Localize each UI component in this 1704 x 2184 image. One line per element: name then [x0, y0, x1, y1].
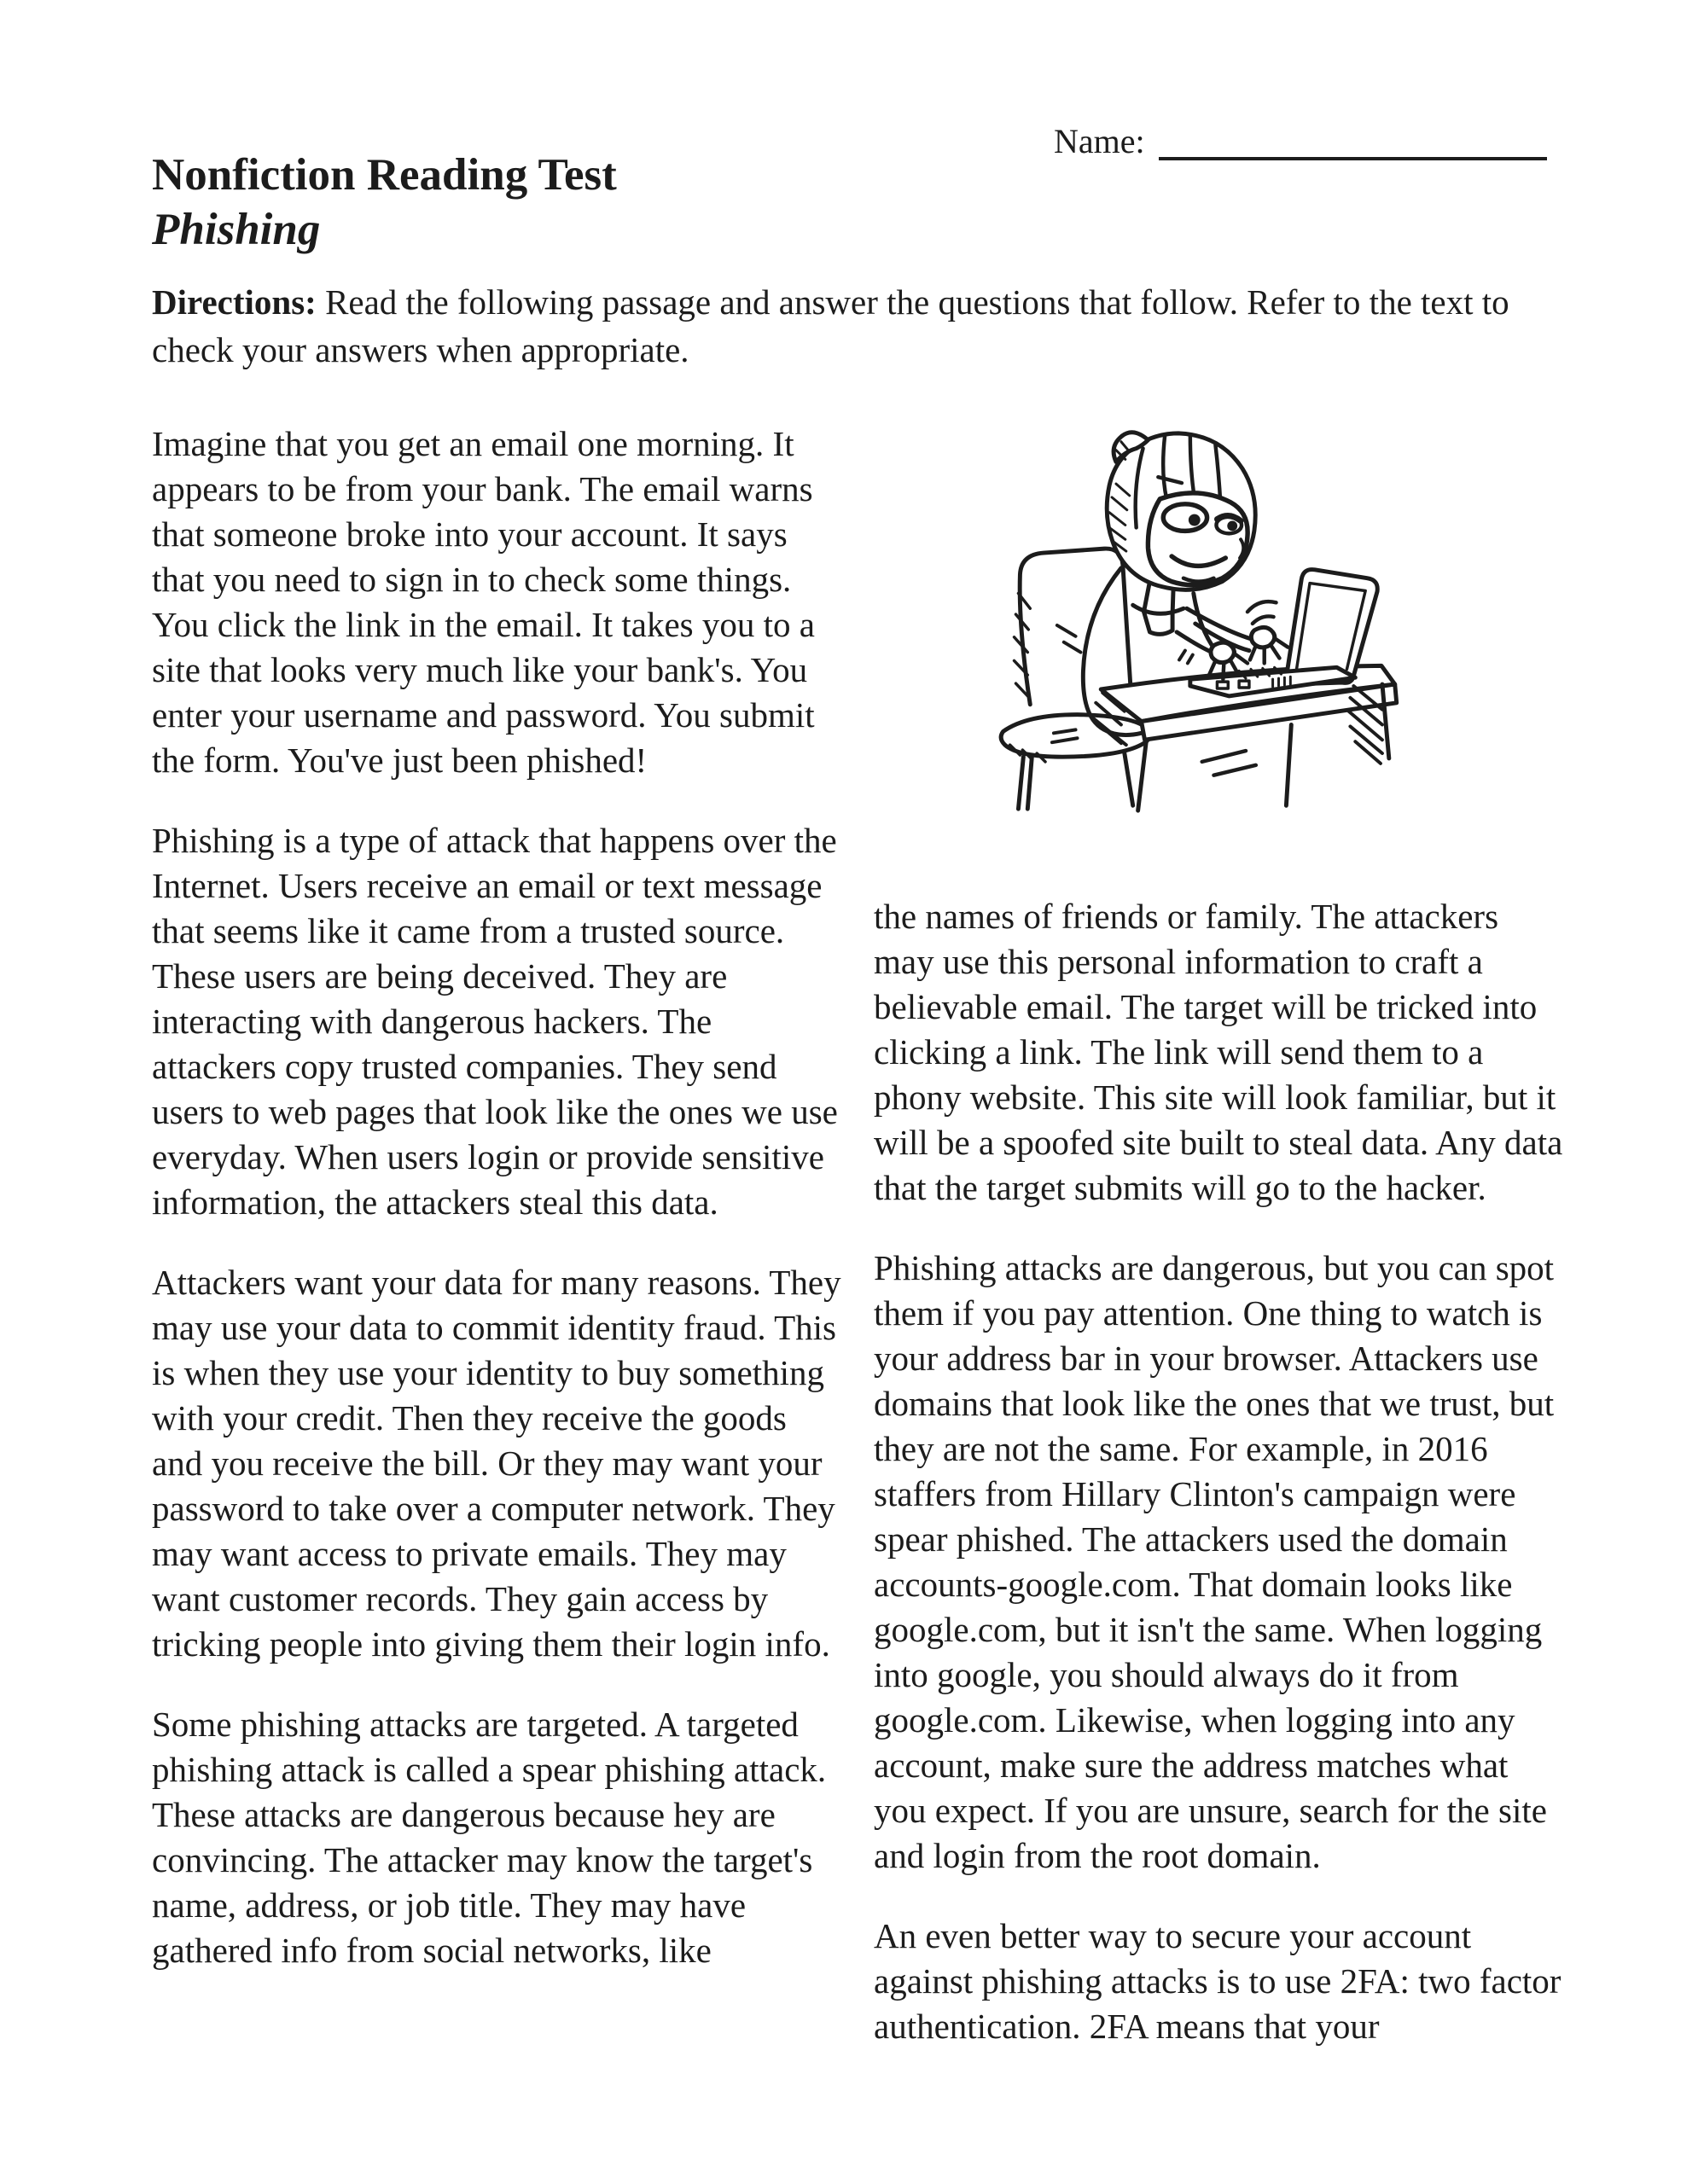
- passage-paragraph: the names of friends or family. The attackers may use this personal information to craft a believable email. The target will be tricked into clicking a link. The link will send them to a phony website. This site will look familiar, but it will be a spoofed site built to steal data. Any data that the target submits will go to the hacker.: [874, 897, 1563, 1207]
- passage-paragraph: Attackers want your data for many reasons. They may use your data to commit identity fraud. This is when they use your identity to buy something with your credit. Then they receive the goods and you receive the bill. Or they may want your password to take over a computer network. They may want access to private emails. They may want customer records. They gain access by tricking people into giving them their login info.: [152, 1263, 841, 1664]
- directions-label: Directions:: [152, 282, 317, 322]
- directions: [152, 278, 1568, 374]
- passage-paragraph: Phishing attacks are dangerous, but you can spot them if you pay attention. One thing to watch is your address bar in your browser. Attackers use domains that look like the ones that we trust, but they are not the same. For example, in 2016 staffers from Hillary Clinton's campaign were spear phished. The attackers used the domain accounts-google.com. That domain looks like google.com, but it isn't the same. When logging into google, you should always do it from google.com. Likewise, when logging into any account, make sure the address matches what you expect. If you are unsure, search for the site and login from the root domain.: [874, 1248, 1555, 1875]
- laptop-drawing: [1190, 570, 1377, 696]
- passage-paragraph: An even better way to secure your account against phishing attacks is to use 2FA: two factor authentication. 2FA means that your: [874, 1916, 1562, 2046]
- name-label: Name:: [1054, 122, 1145, 160]
- passage-paragraph: Some phishing attacks are targeted. A targeted phishing attack is called a spear phishing attack. These attacks are dangerous because hey are convincing. The attacker may know the target's name, address, or job title. They may have gathered info from social networks, like: [152, 1705, 827, 1970]
- page-title: Nonfiction Reading Test: [152, 150, 617, 200]
- passage-left-column: [152, 421, 841, 2084]
- passage-paragraph: Imagine that you get an email one morning. It appears to be from your bank. The email warns that someone broke into your account. It says that you need to sign in to check some things. You click the link in the email. It takes you to a site that looks very much like your bank's. You enter your username and password. You submit the form. You've just been phished!: [152, 424, 815, 780]
- hacker-illustration: [973, 425, 1519, 821]
- hacker-arms-drawing: [1177, 601, 1288, 679]
- page-subtitle: Phishing: [152, 205, 321, 254]
- name-field-row: [1054, 119, 1547, 160]
- passage-right-column: [874, 421, 1563, 2084]
- chair-drawing: [1001, 549, 1150, 809]
- directions-text: Read the following passage and answer the questions that follow. Refer to the text to check your answers when appropriate.: [152, 282, 1509, 369]
- hacker-head-drawing: [1107, 433, 1255, 590]
- passage-columns: [152, 421, 1563, 2084]
- passage-paragraph: Phishing is a type of attack that happens over the Internet. Users receive an email or text message that seems like it came from a trusted source. These users are being deceived. They are interacting with dangerous hackers. The attackers copy trusted companies. They send users to web pages that look like the ones we use everyday. When users login or provide sensitive information, the attackers steal this data.: [152, 821, 838, 1222]
- name-blank-line: [1159, 119, 1547, 160]
